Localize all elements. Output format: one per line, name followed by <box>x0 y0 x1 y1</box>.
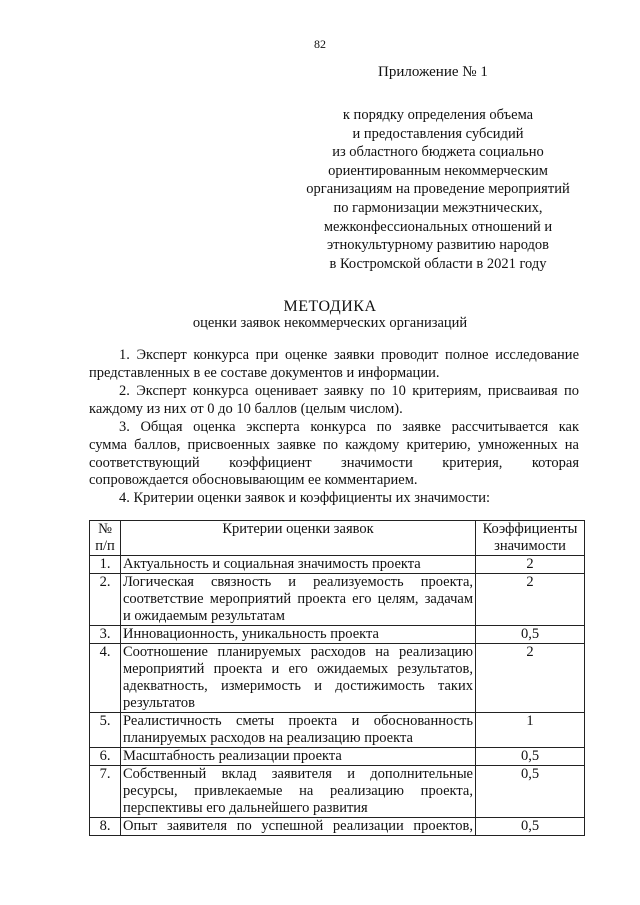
header-coef-line: значимости <box>494 538 566 554</box>
table-row <box>90 713 585 748</box>
header-num <box>90 521 121 556</box>
row-coefficient: 0,5 <box>476 748 585 766</box>
paragraph-2 <box>89 383 579 419</box>
page-number: 82 <box>314 37 326 51</box>
paragraph-line: соответствующий коэффициент значимости критерия, которая <box>89 454 579 471</box>
paragraph-line: 2. Эксперт конкурса оценивает заявку по 10 критериям, присваивая по <box>119 383 579 399</box>
criterion-line: Опыт заявителя по успешной реализации проектов, <box>123 818 473 834</box>
row-coefficient: 0,5 <box>476 626 585 644</box>
table-row <box>90 748 585 766</box>
row-criterion <box>121 818 476 836</box>
row-criterion <box>121 626 476 644</box>
appendix-line: межконфессиональных отношений и <box>323 218 553 235</box>
table-header-row <box>90 521 585 556</box>
paragraph-3 <box>89 419 579 490</box>
document-title: МЕТОДИКА <box>283 298 377 315</box>
row-number: 2. <box>90 574 121 626</box>
criterion-line: Соотношение планируемых расходов на реализацию <box>123 644 473 660</box>
table-row <box>90 556 585 574</box>
row-criterion <box>121 766 476 818</box>
paragraph-line: сумма баллов, присвоенных заявке по каждому критерию, умноженных на <box>89 436 579 453</box>
criterion-line: мероприятий проекта и его ожидаемых результатов, <box>123 661 473 677</box>
row-criterion <box>121 556 476 574</box>
row-number: 4. <box>90 644 121 713</box>
criterion-line: результатов <box>123 695 196 711</box>
appendix-line: организациям на проведение мероприятий <box>306 181 570 198</box>
header-num-line: № <box>98 521 112 537</box>
row-number: 1. <box>90 556 121 574</box>
criterion-line: Реалистичность сметы проекта и обоснованность <box>123 713 473 729</box>
appendix-title: Приложение № 1 <box>378 64 488 80</box>
paragraph-line: 4. Критерии оценки заявок и коэффициенты их значимости: <box>119 490 491 506</box>
appendix-line: из областного бюджета социально <box>332 144 544 161</box>
row-coefficient: 1 <box>476 713 585 748</box>
criterion-line: ресурсы, привлекаемые на реализацию проекта, <box>123 783 473 799</box>
row-coefficient: 0,5 <box>476 818 585 836</box>
row-criterion <box>121 748 476 766</box>
row-number: 3. <box>90 626 121 644</box>
row-criterion <box>121 574 476 626</box>
row-criterion <box>121 713 476 748</box>
document-subtitle: оценки заявок некоммерческих организаций <box>192 315 468 331</box>
criterion-line: Логическая связность и реализуемость проекта, <box>123 574 473 590</box>
header-criterion: Критерии оценки заявок <box>121 521 476 556</box>
paragraph-line: 3. Общая оценка эксперта конкурса по заявке рассчитывается как <box>119 419 579 435</box>
row-criterion <box>121 644 476 713</box>
appendix-line: в Костромской области в 2021 году <box>329 255 547 272</box>
criterion-line: перспективы его дальнейшего развития <box>123 800 368 816</box>
row-number: 7. <box>90 766 121 818</box>
row-number: 6. <box>90 748 121 766</box>
table-row <box>90 574 585 626</box>
appendix-line: этнокультурному развитию народов <box>326 237 550 254</box>
criterion-line: Собственный вклад заявителя и дополнительные <box>123 766 473 782</box>
criteria-table <box>89 520 585 836</box>
criterion-line: адекватность, измеримость и достижимость таких <box>123 678 473 694</box>
table-row <box>90 626 585 644</box>
appendix-line: и предоставления субсидий <box>352 125 524 142</box>
criterion-line: и ожидаемым результатам <box>123 608 285 624</box>
criterion-line: Масштабность реализации проекта <box>123 748 342 764</box>
header-coef-line: Коэффициенты <box>482 521 578 537</box>
criterion-line: Инновационность, уникальность проекта <box>123 626 379 642</box>
row-number: 8. <box>90 818 121 836</box>
paragraph-line: представленных в ее составе документов и информации. <box>89 364 440 381</box>
header-num-line: п/п <box>95 538 115 554</box>
paragraph-4 <box>89 490 579 508</box>
paragraph-1 <box>89 347 579 383</box>
header-coef <box>476 521 585 556</box>
table-row <box>90 766 585 818</box>
paragraph-line: каждому из них от 0 до 10 баллов (целым числом). <box>89 400 403 417</box>
table-row <box>90 644 585 713</box>
row-coefficient: 2 <box>476 574 585 626</box>
appendix-line: по гармонизации межэтнических, <box>333 199 543 216</box>
appendix-line: ориентированным некоммерческим <box>328 162 548 179</box>
row-coefficient: 0,5 <box>476 766 585 818</box>
criterion-line: Актуальность и социальная значимость проекта <box>123 556 421 572</box>
appendix-subtitle <box>288 106 588 273</box>
table-row <box>90 818 585 836</box>
row-coefficient: 2 <box>476 556 585 574</box>
row-number: 5. <box>90 713 121 748</box>
row-coefficient: 2 <box>476 644 585 713</box>
appendix-line: к порядку определения объема <box>342 107 534 123</box>
paragraph-line: сопровождается обосновывающим ее комментарием. <box>89 472 418 489</box>
criterion-line: планируемых расходов на реализацию проекта <box>123 730 413 746</box>
paragraph-line: 1. Эксперт конкурса при оценке заявки проводит полное исследование <box>119 347 579 363</box>
criterion-line: соответствие мероприятий проекта его целям, задачам <box>123 591 473 607</box>
